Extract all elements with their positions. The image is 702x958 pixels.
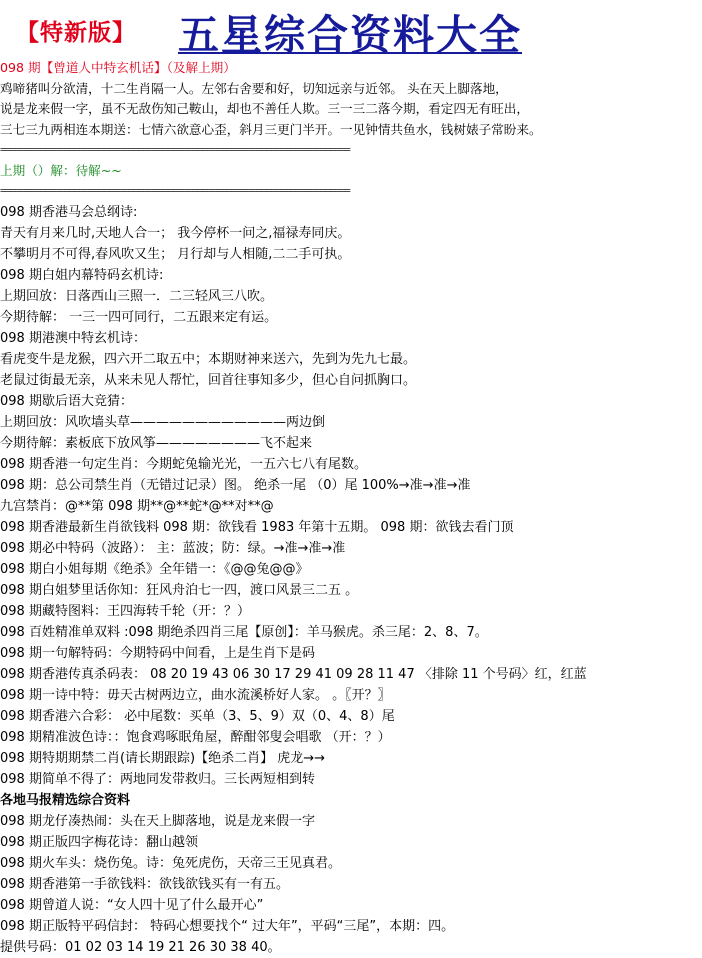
text-line: 098 期特期期禁二肖(请长期跟踪)【绝杀二肖】 虎龙→→ — [0, 750, 326, 766]
last-period-answer: 上期（）解：待解~~ — [0, 162, 122, 178]
section-heading-daoren: 098 期【曾道人中特玄机话】（及解上期） — [0, 60, 236, 75]
text-line: 098 百姓精准单双料 :098 期绝杀四肖三尾【原创】：羊马猴虎。杀三尾：2、8、7。 — [0, 624, 488, 640]
text-line: 098 期香港最新生肖欲钱料 098 期：欲钱看 1983 年第十五期。 098 期：欲钱去看门顶 — [0, 519, 514, 535]
page-header — [0, 0, 702, 58]
numbers-line: 提供号码：01 02 03 14 19 21 26 30 38 40。 — [0, 939, 281, 955]
text-line: 098 期：总公司禁生肖（无错过记录）图。 绝杀一尾 （0）尾 100%→准→准→准 — [0, 477, 471, 493]
text-line: 098 期正版四字梅花诗：翻山越领 — [0, 834, 198, 850]
text-line: 098 期正版特平码信封： 特码心想要找个“ 过大年”，平码“三尾”，本期：四。 — [0, 918, 455, 934]
text-line: 九宫禁肖：@**第 098 期**@**蛇*@**对**@ — [0, 498, 274, 514]
text-line: 098 期一句解特码：今期特码中间看，上是生肖下是码 — [0, 645, 315, 661]
page-title: 五星综合资料大全 — [178, 11, 522, 59]
text-line: 不攀明月不可得,春风吹又生； 月行却与人相随,二二手可执。 — [0, 246, 351, 262]
section-heading-regional: 各地马报精选综合资料 — [0, 792, 131, 808]
text-line: 098 期简单不得了：两地同发带救归。三长两短相到转 — [0, 771, 315, 787]
text-line: 老鼠过街最无亲，从来未见人帮忙，回首往事知多少，但心自问抓胸口。 — [0, 372, 417, 388]
text-line: 上期回放：日落西山三照一．二三轻风三八吹。 — [0, 288, 274, 304]
text-line: 098 期必中特码（波路）： 主：蓝波；防：绿。→准→准→准 — [0, 540, 346, 556]
text-line: 098 期藏特图料：王四海转千轮（开：？） — [0, 603, 250, 619]
text-line: 看虎变牛是龙猴，四六开二取五中；本期财神来送六，先到为先九七最。 — [0, 351, 417, 367]
text-line: 098 期香港一句定生肖：今期蛇兔输光光，一五六七八有尾数。 — [0, 456, 367, 472]
text-line: 098 期白姐梦里话你知：狂风舟泊七一四，渡口风景三二五 。 — [0, 582, 359, 598]
text-line: 今期待解：素板底下放风筝————————飞不起来 — [0, 435, 313, 451]
article-body — [0, 58, 702, 958]
text-line: 今期待解： 一三一四可同行，二五跟来定有运。 — [0, 309, 278, 325]
text-line: 098 期火车头：烧伤兔。诗：兔死虎伤，天帝三王见真君。 — [0, 855, 341, 871]
text-line: 098 期香港六合彩： 必中尾数：买单（3、5、9）双（0、4、8）尾 — [0, 708, 395, 724]
text-line: 098 期曾道人说：“女人四十见了什么最开心” — [0, 897, 264, 913]
text-line: 098 期白姐内幕特码玄机诗: — [0, 267, 164, 283]
edition-badge: 【特新版】 — [16, 19, 136, 46]
text-line: 098 期歇后语大竞猜： — [0, 393, 133, 409]
poem-line: 鸡啼猪叫分欲清，十二生肖隔一人。左邻右舍要和好，切知远亲与近邻。 头在天上脚落地， — [0, 80, 508, 96]
text-line: 098 期香港马会总纲诗: — [0, 204, 138, 220]
poem-line: 说是龙来假一字，虽不无敌伤知己鞍山，却也不善任人欺。三一三二落今期，看定四无有旺出， — [0, 101, 529, 116]
text-line: 098 期港澳中特玄机诗： — [0, 330, 146, 346]
text-line: 098 期精准波色诗：：饱食鸡啄眠角屋，醉酣邻叟会唱歌 （开：？） — [0, 729, 391, 745]
text-line: 098 期一诗中特：毋天古树两边立，曲水流溪桥好人家。 。〖开？〗 — [0, 687, 391, 703]
text-line: 098 期白小姐每期《绝杀》全年错一：《@@兔@@》 — [0, 561, 309, 577]
separator: ======================================================================= — [0, 144, 350, 156]
text-line: 098 期龙仔凑热闹：头在天上脚落地，说是龙来假一字 — [0, 813, 315, 829]
separator: ======================================================================= — [0, 185, 350, 197]
text-line: 098 期香港传真杀码表： 08 20 19 43 06 30 17 29 41 09 28 11 47 〈排除 11 个号码〉红，红蓝 — [0, 666, 587, 682]
text-line: 上期回放：风吹墙头草————————————两边倒 — [0, 414, 326, 430]
text-line: 098 期香港第一手欲钱料：欲钱欲钱买有一有五。 — [0, 876, 289, 892]
text-line: 青天有月来几时,天地人合一； 我今停杯一问之,福禄寿同庆。 — [0, 225, 351, 241]
poem-line: 三七三九两相连本期送：七情六欲意心歪，斜月三更门半开。一见钟情共鱼水，钱树婊子常盼来。 — [0, 121, 542, 137]
